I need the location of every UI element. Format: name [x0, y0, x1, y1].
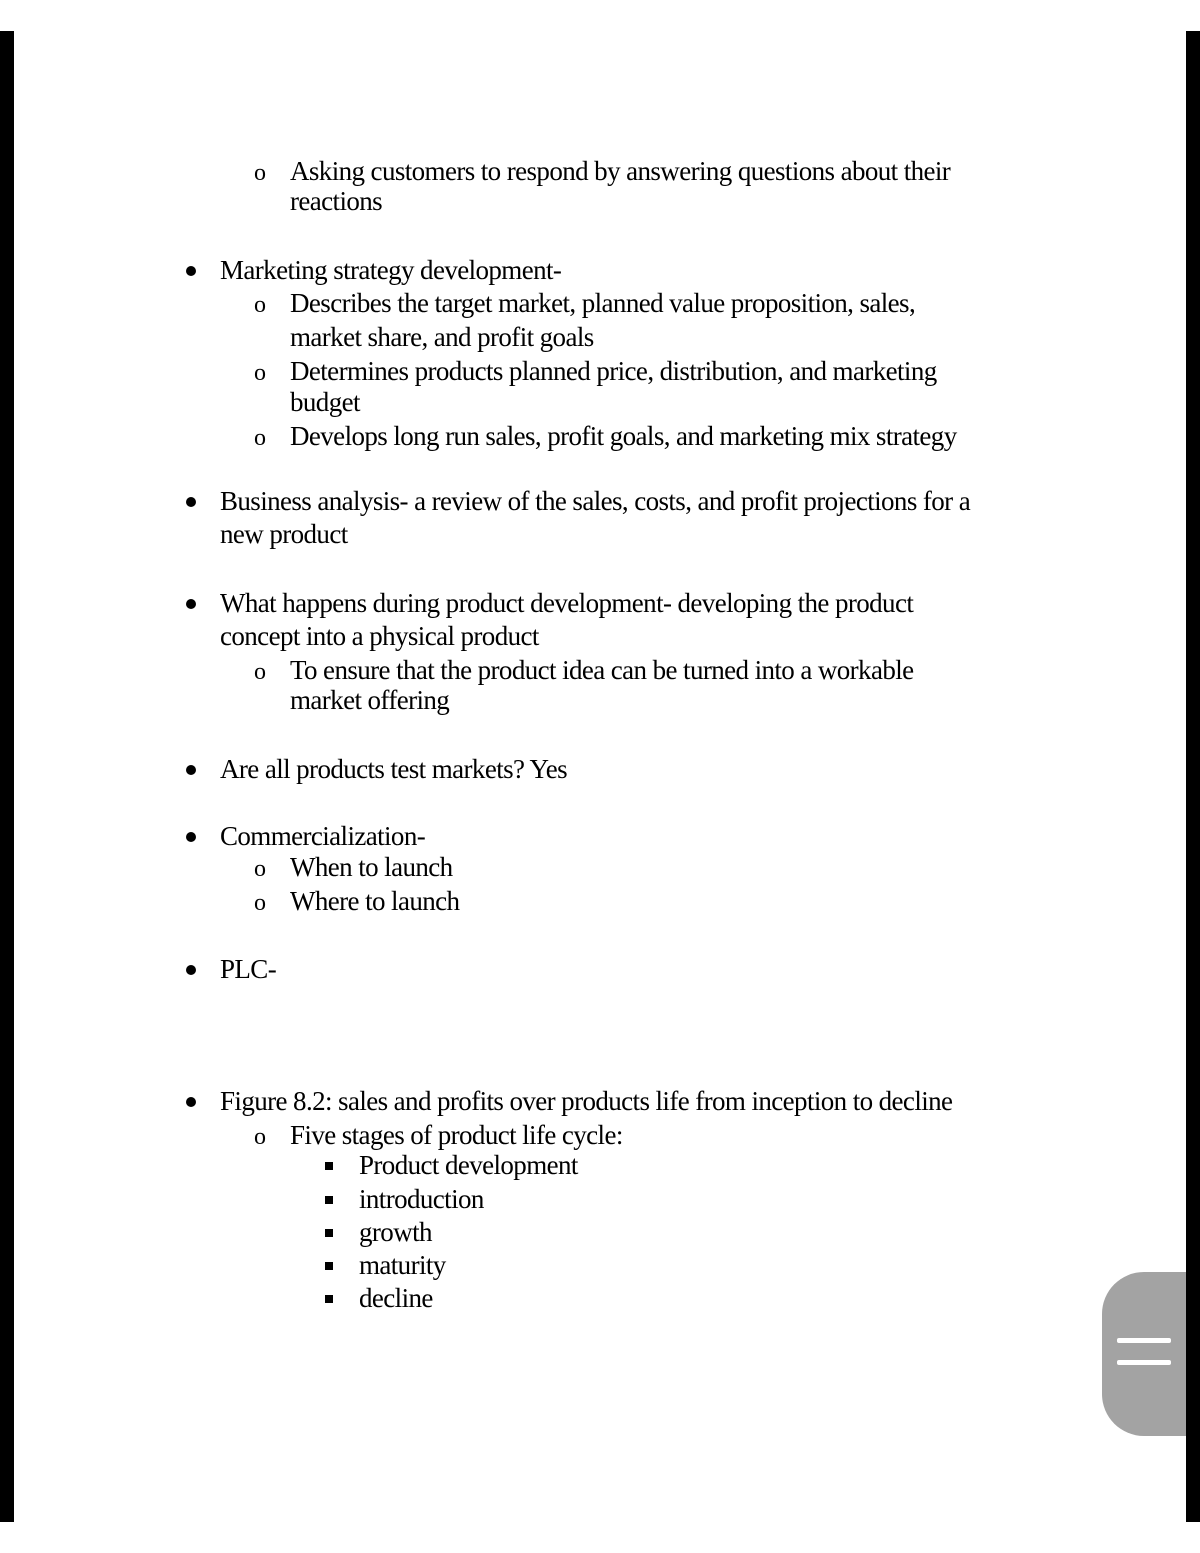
- square-bullet-icon: [325, 1162, 333, 1170]
- square-bullet-icon: [325, 1295, 333, 1303]
- circle-bullet-icon: o: [254, 292, 266, 318]
- list-item-text: PLC-: [220, 954, 277, 984]
- scroll-handle[interactable]: [1102, 1272, 1186, 1436]
- list-item-text: Marketing strategy development-: [220, 255, 562, 285]
- left-edge-bar: [0, 31, 14, 1522]
- circle-bullet-icon: o: [254, 1124, 266, 1150]
- bullet-icon: [186, 1097, 196, 1107]
- bullet-icon: [186, 497, 196, 507]
- list-item-text: Figure 8.2: sales and profits over products life from inception to decline: [220, 1086, 953, 1116]
- bullet-icon: [186, 832, 196, 842]
- square-bullet-icon: [325, 1262, 333, 1270]
- bullet-icon: [186, 965, 196, 975]
- list-item-text: Develops long run sales, profit goals, and marketing mix strategy: [290, 421, 957, 451]
- list-item-text: new product: [220, 519, 348, 549]
- list-item-text: maturity: [359, 1250, 446, 1280]
- document-page: [14, 0, 1186, 1553]
- square-bullet-icon: [325, 1229, 333, 1237]
- grip-lines-icon[interactable]: [1117, 1360, 1171, 1365]
- list-item-text: Five stages of product life cycle:: [290, 1120, 623, 1150]
- list-item-text: What happens during product development- developing the product: [220, 588, 914, 618]
- list-item-text: market share, and profit goals: [290, 322, 594, 352]
- circle-bullet-icon: o: [254, 160, 266, 186]
- circle-bullet-icon: o: [254, 425, 266, 451]
- list-item-text: market offering: [290, 685, 450, 715]
- list-item-text: To ensure that the product idea can be turned into a workable: [290, 655, 914, 685]
- circle-bullet-icon: o: [254, 856, 266, 882]
- list-item-text: Commercialization-: [220, 821, 426, 851]
- list-item-text: introduction: [359, 1184, 484, 1214]
- list-item-text: growth: [359, 1217, 432, 1247]
- list-item-text: Determines products planned price, distribution, and marketing: [290, 356, 937, 386]
- square-bullet-icon: [325, 1196, 333, 1204]
- list-item-text: Describes the target market, planned value proposition, sales,: [290, 288, 916, 318]
- grip-lines-icon[interactable]: [1117, 1338, 1171, 1343]
- circle-bullet-icon: o: [254, 360, 266, 386]
- list-item-text: budget: [290, 387, 360, 417]
- list-item-text: When to launch: [290, 852, 453, 882]
- list-item-text: Where to launch: [290, 886, 460, 916]
- bullet-icon: [186, 266, 196, 276]
- list-item-text: decline: [359, 1283, 433, 1313]
- bullet-icon: [186, 765, 196, 775]
- list-item-text: Are all products test markets? Yes: [220, 754, 568, 784]
- circle-bullet-icon: o: [254, 659, 266, 685]
- circle-bullet-icon: o: [254, 890, 266, 916]
- bullet-icon: [186, 599, 196, 609]
- list-item-text: Asking customers to respond by answering questions about their: [290, 156, 951, 186]
- right-edge-bar: [1186, 31, 1200, 1522]
- list-item-text: concept into a physical product: [220, 621, 539, 651]
- document-content: [14, 0, 1186, 1553]
- list-item-text: Product development: [359, 1150, 578, 1180]
- list-item-text: reactions: [290, 186, 383, 216]
- list-item-text: Business analysis- a review of the sales, costs, and profit projections for a: [220, 486, 971, 516]
